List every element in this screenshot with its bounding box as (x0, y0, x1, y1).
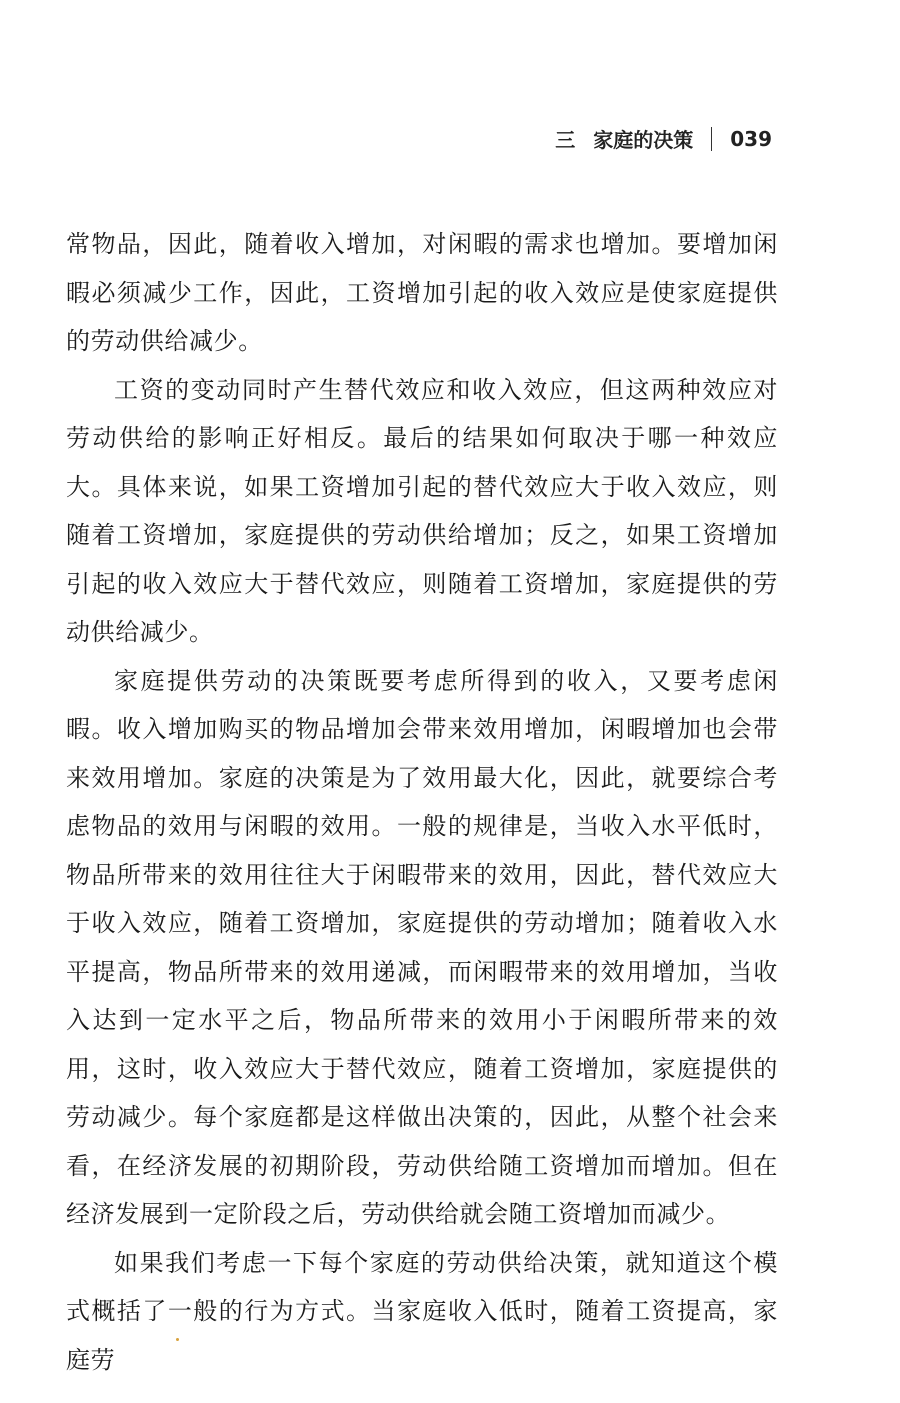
running-header (555, 124, 772, 153)
page-number: 039 (730, 126, 772, 151)
paragraph-4: 如果我们考虑一下每个家庭的劳动供给决策，就知道这个模式概括了一般的行为方式。当家庭收入低时，随着工资提高，家庭劳 (66, 1248, 778, 1374)
stray-mark (176, 1338, 179, 1341)
header-divider (711, 127, 712, 151)
chapter-number: 三 (555, 128, 576, 152)
paragraph-2: 工资的变动同时产生替代效应和收入效应，但这两种效应对劳动供给的影响正好相反。最后的结果如何取决于哪一种效应大。具体来说，如果工资增加引起的替代效应大于收入效应，则随着工资增加，家庭提供的劳动供给增加；反之，如果工资增加引起的收入效应大于替代效应，则随着工资增加，家庭提供的劳动供给减少。 (66, 375, 778, 646)
paragraph-3: 家庭提供劳动的决策既要考虑所得到的收入，又要考虑闲暇。收入增加购买的物品增加会带来效用增加，闲暇增加也会带来效用增加。家庭的决策是为了效用最大化，因此，就要综合考虑物品的效用与闲暇的效用。一般的规律是，当收入水平低时，物品所带来的效用往往大于闲暇带来的效用，因此，替代效应大于收入效应，随着工资增加，家庭提供的劳动增加；随着收入水平提高，物品所带来的效用递减，而闲暇带来的效用增加，当收入达到一定水平之后，物品所带来的效用小于闲暇所带来的效用，这时，收入效应大于替代效应，随着工资增加，家庭提供的劳动减少。每个家庭都是这样做出决策的，因此，从整个社会来看，在经济发展的初期阶段，劳动供给随工资增加而增加。但在经济发展到一定阶段之后，劳动供给就会随工资增加而减少。 (66, 666, 778, 1228)
body-text (66, 220, 778, 1384)
paragraph-1: 常物品，因此，随着收入增加，对闲暇的需求也增加。要增加闲暇必须减少工作，因此，工资增加引起的收入效应是使家庭提供的劳动供给减少。 (66, 230, 778, 355)
chapter-title: 家庭的决策 (593, 128, 694, 152)
